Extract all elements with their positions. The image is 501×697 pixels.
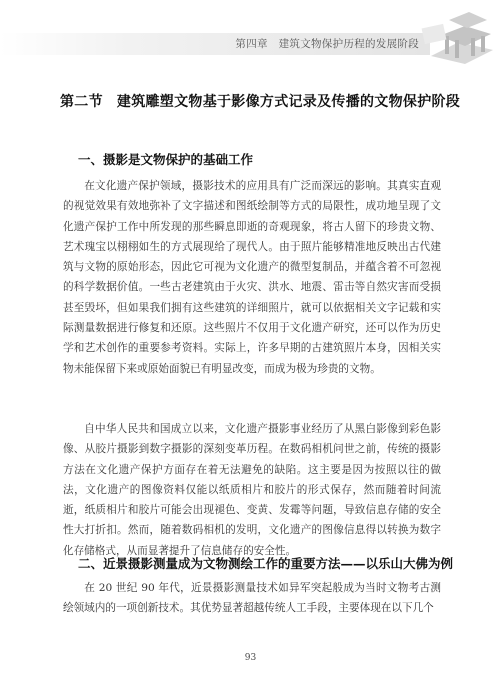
paragraph-2: 自中华人民共和国成立以来，文化遗产摄影事业经历了从黑白影像到彩色影像、从胶片摄影到数字摄影的深刻变革历程。在数码相机问世之前，传统的摄影方法在文化遗产保护方面存在着无法避免的缺陷。这主要是因为按照以往的做法，文化遗产的图像资料仅能以纸质相片和胶片的形式保存，然而随着时间流逝，纸质相片和胶片可能会出现褪色、变黄、发霉等问题，导致信息存储的安全性大打折扣。然而，随着数码相机的发明，文化遗产的图像信息得以转换为数字化存储格式，从而显著提升了信息储存的安全性。 <box>63 423 441 557</box>
paragraph-3: 在 20 世纪 90 年代，近景摄影测量技术如异军突起般成为当时文物考古测绘领域内的一项创新技术。其优势显著超越传统人工手段，主要体现在以下几个 <box>63 582 441 615</box>
subsection-heading-1: 一、摄影是文物保护的基础工作 <box>78 152 254 167</box>
page-header <box>0 0 501 66</box>
page-number: 93 <box>244 653 257 663</box>
section-title <box>60 91 461 111</box>
temple-graphic-icon <box>421 6 495 64</box>
subsection-heading-2: 二、近景摄影测量成为文物测绘工作的重要方法——以乐山大佛为例 <box>78 556 454 571</box>
paragraph-1: 在文化遗产保护领域，摄影技术的应用具有广泛而深远的影响。其真实直观的视觉效果有效地弥补了文字描述和图纸绘制等方式的局限性，成功地呈现了文化遗产保护工作中所发现的那些瞬息即逝的奇观现象，将古人留下的珍贵文物、艺术瑰宝以栩栩如生的方式展现给了现代人。由于照片能够精准地反映出古代建筑与文物的原始形态，因此它可视为文化遗产的微型复制品，并蕴含着不可忽视的科学数据价值。一些古老建筑由于火灾、洪水、地震、雷击等自然灾害而受损甚至毁坏，但如果我们拥有这些建筑的详细照片，就可以依据相关文字记载和实际测量数据进行修复和还原。这些照片不仅用于文化遗产研究，还可以作为历史学和艺术创作的重要参考资料。实际上，许多早期的古建筑照片本身，因相关实物未能保留下来或原始面貌已有明显改变，而成为极为珍贵的文物。 <box>63 180 441 375</box>
section-title-text: 建筑雕塑文物基于影像方式记录及传播的文物保护阶段 <box>116 94 461 110</box>
section-number: 第二节 <box>60 94 103 110</box>
running-title: 第四章 建筑文物保护历程的发展阶段 <box>235 38 419 50</box>
